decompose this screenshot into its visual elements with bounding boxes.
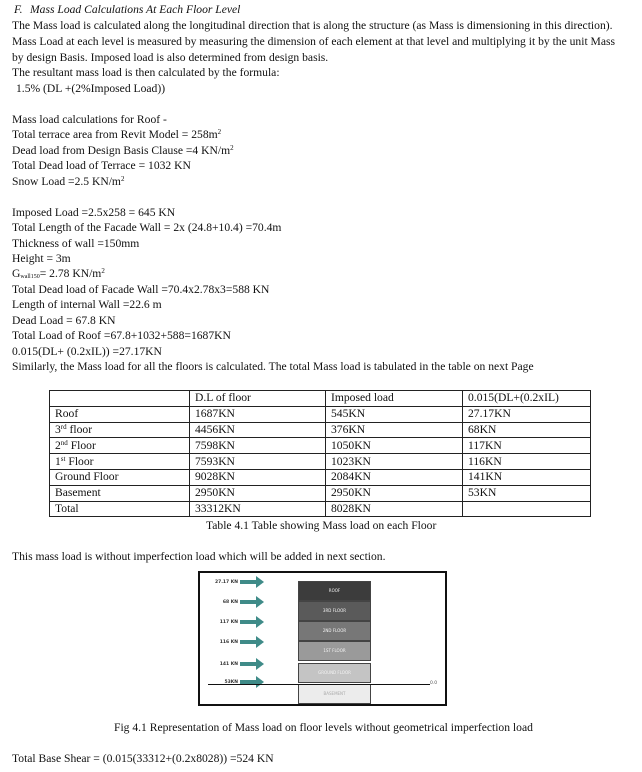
dl-cell: 33312KN xyxy=(190,501,326,517)
table-row xyxy=(50,469,591,485)
facade-dead-load: Total Dead load of Facade Wall =70.4x2.78x3=588 KN xyxy=(12,283,270,296)
floor-block-roof: ROOF xyxy=(298,581,371,601)
il-cell: 376KN xyxy=(326,422,463,438)
table-header-cell: D.L of floor xyxy=(190,391,326,407)
il-cell: 2950KN xyxy=(326,485,463,501)
floor-block-3rd: 3RD FLOOR xyxy=(298,601,371,621)
load-arrow-label: 117 KN xyxy=(219,619,238,625)
dl-cell: 4456KN xyxy=(190,422,326,438)
floor-cell: Basement xyxy=(50,485,190,501)
arrow-shaft xyxy=(240,600,256,604)
base-shear: Total Base Shear = (0.015(33312+(0.2x8028)) =524 KN xyxy=(12,752,274,765)
load-arrow xyxy=(206,659,264,669)
table-row xyxy=(50,438,591,454)
table-header-row xyxy=(50,391,591,407)
arrow-shaft xyxy=(240,580,256,584)
table-row xyxy=(50,406,591,422)
dl-cell: 1687KN xyxy=(190,406,326,422)
table-row xyxy=(50,422,591,438)
roof-calc-title: Mass load calculations for Roof - xyxy=(12,113,167,126)
dead-load: Dead Load = 67.8 KN xyxy=(12,314,116,327)
mass-cell: 116KN xyxy=(463,454,591,470)
load-arrow-label: 53KN xyxy=(224,679,238,685)
floor-cell: Total xyxy=(50,501,190,517)
floor-cell: Ground Floor xyxy=(50,469,190,485)
load-arrow-label: 27.17 KN xyxy=(214,579,238,585)
mass-cell: 117KN xyxy=(463,438,591,454)
il-cell: 1023KN xyxy=(326,454,463,470)
dead-load-clause: Dead load from Design Basis Clause =4 $KN/m^2$ xyxy=(12,144,234,157)
load-arrow xyxy=(206,617,264,627)
terrace-area: Total terrace area from Revit Model = $258m^2$ xyxy=(12,128,222,141)
arrow-right-icon xyxy=(256,676,264,688)
mass-load-figure xyxy=(198,571,447,706)
table-row xyxy=(50,454,591,470)
floor-block-ground: GROUND FLOOR xyxy=(298,663,371,683)
table-header-cell xyxy=(50,391,190,407)
total-dead-terrace: Total Dead load of Terrace = 1032 KN xyxy=(12,159,191,172)
floor-cell: 1st Floor xyxy=(50,454,190,470)
load-arrow xyxy=(206,597,264,607)
il-cell: 8028KN xyxy=(326,501,463,517)
load-arrow xyxy=(206,637,264,647)
roof-mass-result: 0.015(DL+ (0.2xIL)) =27.17KN xyxy=(12,345,162,358)
mass-cell xyxy=(463,501,591,517)
facade-length: Total Length of the Facade Wall = 2x (24.8+10.4) =70.4m xyxy=(12,221,282,234)
table-row xyxy=(50,485,591,501)
section-title: Mass Load Calculations At Each Floor Level xyxy=(30,3,241,16)
section-number: F. xyxy=(14,3,23,16)
mass-cell: 27.17KN xyxy=(463,406,591,422)
floor-block-basement: BASEMENT xyxy=(298,684,371,704)
floor-block-2nd: 2ND FLOOR xyxy=(298,621,371,641)
load-arrow xyxy=(206,677,264,687)
il-cell: 2084KN xyxy=(326,469,463,485)
mass-cell: 68KN xyxy=(463,422,591,438)
table-caption: Table 4.1 Table showing Mass load on each Floor xyxy=(206,519,437,532)
arrow-right-icon xyxy=(256,616,264,628)
table-header-cell: Imposed load xyxy=(326,391,463,407)
load-arrow-label: 116 KN xyxy=(219,639,238,645)
figure-caption: Fig 4.1 Representation of Mass load on floor levels without geometrical imperfection load xyxy=(114,721,533,734)
il-cell: 545KN xyxy=(326,406,463,422)
floor-block-1st: 1ST FLOOR xyxy=(298,641,371,661)
intro-line-1: The Mass load is calculated along the longitudinal direction that is along the structure (as Mass is dimensioning in this direction). xyxy=(12,19,613,32)
floor-cell: 2nd Floor xyxy=(50,438,190,454)
snow-load: Snow Load =2.5 $KN/m^2$ xyxy=(12,175,125,188)
intro-line-3: by design Basis. Imposed load is also determined from design basis. xyxy=(12,51,329,64)
ground-level-tag: 0.0 xyxy=(430,681,438,686)
arrow-right-icon xyxy=(256,658,264,670)
dl-cell: 9028KN xyxy=(190,469,326,485)
mass-cell: 53KN xyxy=(463,485,591,501)
total-roof-load: Total Load of Roof =67.8+1032+588=1687KN xyxy=(12,329,231,342)
load-arrow-label: 141 KN xyxy=(219,661,238,667)
arrow-right-icon xyxy=(256,596,264,608)
arrow-shaft xyxy=(240,620,256,624)
floor-cell: Roof xyxy=(50,406,190,422)
mass-cell: 141KN xyxy=(463,469,591,485)
mass-load-table xyxy=(49,390,591,517)
similarly-text: Similarly, the Mass load for all the floors is calculated. The total Mass load is tabulated in the table on next Page xyxy=(12,360,534,373)
wall-height: Height = 3m xyxy=(12,252,71,265)
arrow-right-icon xyxy=(256,636,264,648)
table-header-cell: 0.015(DL+(0.2xIL) xyxy=(463,391,591,407)
arrow-shaft xyxy=(240,662,256,666)
formula: 1.5% (DL +(2%Imposed Load)) xyxy=(16,82,166,95)
dl-cell: 2950KN xyxy=(190,485,326,501)
section-heading xyxy=(14,3,240,17)
internal-wall-length: Length of internal Wall =22.6 m xyxy=(12,298,162,311)
dl-cell: 7593KN xyxy=(190,454,326,470)
il-cell: 1050KN xyxy=(326,438,463,454)
intro-line-4: The resultant mass load is then calculated by the formula: xyxy=(12,66,280,79)
ground-level-line xyxy=(208,684,430,685)
imposed-load: Imposed Load =2.5x258 = 645 KN xyxy=(12,206,176,219)
floor-cell: 3rd floor xyxy=(50,422,190,438)
load-arrow xyxy=(206,577,264,587)
arrow-right-icon xyxy=(256,576,264,588)
wall-thickness: Thickness of wall =150mm xyxy=(12,237,140,250)
dl-cell: 7598KN xyxy=(190,438,326,454)
load-arrow-label: 68 KN xyxy=(222,599,238,605)
g-wall: $G_{wall150}= 2.78$ $KN/m^2$ xyxy=(12,267,105,280)
intro-line-2: Mass Load at each level is measured by measuring the dimension of each element at that level and multiplying it by the unit Mass xyxy=(12,35,616,48)
arrow-shaft xyxy=(240,640,256,644)
imperfection-note: This mass load is without imperfection load which will be added in next section. xyxy=(12,550,386,563)
table-total-row xyxy=(50,501,591,517)
